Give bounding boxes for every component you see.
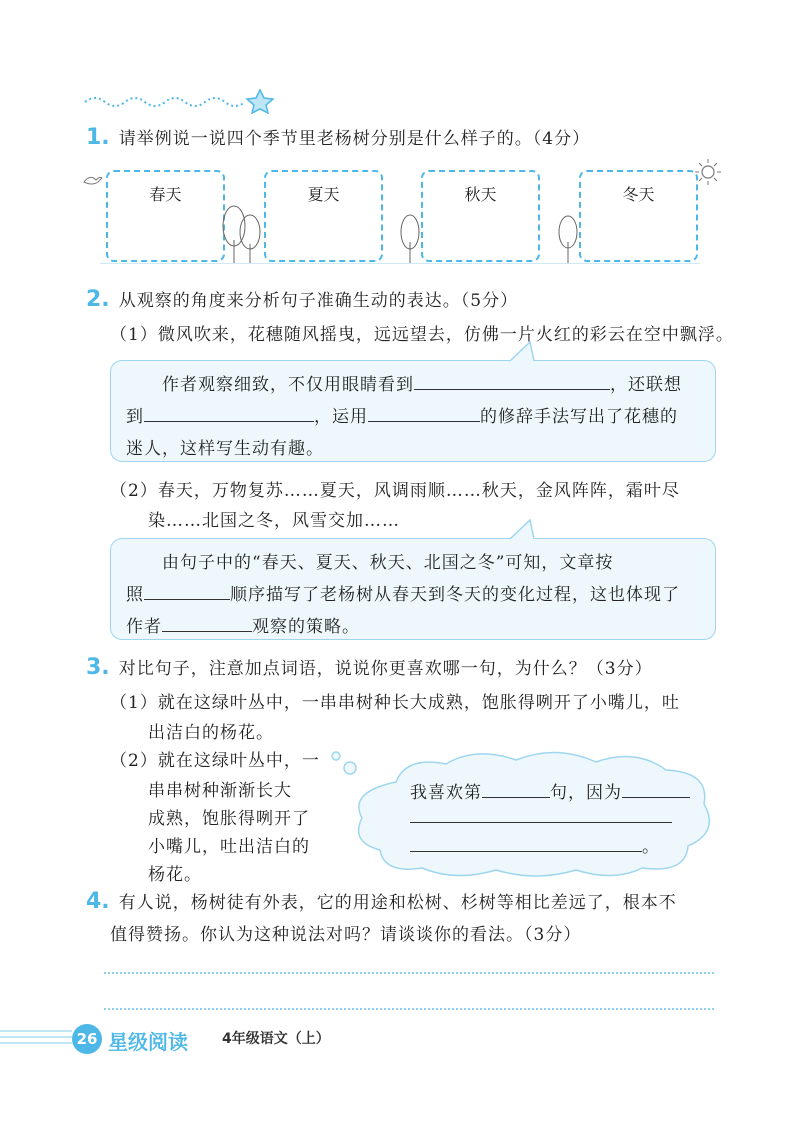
brand-logo: 星级阅读 <box>108 1030 188 1054</box>
q3-sub2-text: 成熟，饱胀得咧开了 <box>148 809 310 829</box>
q2-sub1-text: （1）微风吹来，花穗随风摇曳，远远望去，仿佛一片火红的彩云在空中飘浮。 <box>110 325 734 345</box>
question-number: 4. <box>86 889 110 914</box>
answer-line: 照 顺序描写了老杨树从春天到冬天的变化过程，这也体现了 <box>126 585 680 605</box>
star-icon <box>247 90 273 113</box>
question-3 <box>86 654 653 680</box>
season-box-spring[interactable] <box>106 170 225 262</box>
fill-blank[interactable] <box>622 781 690 798</box>
answer-writing-line[interactable] <box>104 1008 714 1010</box>
footer-rule <box>0 1042 72 1044</box>
answer-line: 到 ，运用 的修辞手法写出了花穗的 <box>126 407 678 427</box>
q3-sub2-text: 杨花。 <box>148 865 202 885</box>
grade-label: 4年级语文（上） <box>222 1031 330 1047</box>
question-2 <box>86 286 518 312</box>
q3-sub2-text: 小嘴儿，吐出洁白的 <box>148 837 310 857</box>
question-1 <box>86 124 590 150</box>
question-text: 值得赞扬。你认为这种说法对吗？请谈谈你的看法。（3分） <box>110 925 582 945</box>
cloud-answer-line: 。 <box>410 832 660 857</box>
header-dotted-wave <box>80 84 280 114</box>
footer-rule <box>0 1036 72 1038</box>
fill-blank[interactable] <box>368 405 480 422</box>
ground-line <box>100 263 700 264</box>
fill-blank[interactable] <box>414 373 610 390</box>
cloud-answer-line: 我喜欢第 句，因为 <box>410 778 690 803</box>
fill-blank[interactable] <box>410 835 642 852</box>
fill-blank[interactable] <box>162 615 252 632</box>
season-box-autumn[interactable] <box>421 170 540 262</box>
question-4 <box>86 888 677 914</box>
season-label: 夏天 <box>307 185 340 204</box>
season-box-summer[interactable] <box>264 170 383 262</box>
fill-blank[interactable] <box>144 405 314 422</box>
tree-icon <box>556 214 580 266</box>
fill-blank[interactable] <box>482 781 550 798</box>
tree-icon <box>398 212 422 266</box>
q2-sub2-text: 染……北国之冬，风雪交加…… <box>148 511 400 531</box>
question-text: 请举例说一说四个季节里老杨树分别是什么样子的。（4分） <box>118 129 591 149</box>
bird-icon <box>82 170 104 190</box>
bubble-tail <box>508 518 538 540</box>
season-label: 秋天 <box>464 185 497 204</box>
question-number: 2. <box>86 287 110 312</box>
q3-sub2-text: 串串树种渐渐长大 <box>148 781 292 801</box>
bubble-tail <box>508 340 538 362</box>
question-text: 有人说，杨树徒有外表，它的用途和松树、杉树等相比差远了，根本不 <box>118 893 677 913</box>
question-text: 对比句子，注意加点词语，说说你更喜欢哪一句，为什么？（3分） <box>118 659 653 679</box>
question-number: 3. <box>86 655 110 680</box>
season-label: 春天 <box>149 185 182 204</box>
question-number: 1. <box>86 125 110 150</box>
page-number: 26 <box>72 1024 102 1054</box>
answer-line: 由句子中的“春天、夏天、秋天、北国之冬”可知，文章按 <box>162 553 614 573</box>
q2-sub2-text: （2）春天，万物复苏……夏天，风调雨顺……秋天，金风阵阵，霜叶尽 <box>110 481 680 501</box>
fill-blank[interactable] <box>144 583 230 600</box>
question-text: 从观察的角度来分析句子准确生动的表达。（5分） <box>118 291 519 311</box>
answer-line: 作者 观察的策略。 <box>126 617 360 637</box>
footer-rule <box>0 1030 72 1032</box>
thought-cloud <box>326 742 722 882</box>
q3-sub1-text: 出洁白的杨花。 <box>148 723 274 743</box>
answer-line: 迷人，这样写生动有趣。 <box>126 439 324 459</box>
sun-icon <box>694 158 722 186</box>
answer-line: 作者观察细致，不仅用眼睛看到 ，还联想 <box>162 375 682 395</box>
q3-sub1-text: （1）就在这绿叶丛中，一串串树种长大成熟，饱胀得咧开了小嘴儿，吐 <box>110 693 680 713</box>
answer-writing-line[interactable] <box>104 972 714 974</box>
fill-blank[interactable] <box>410 822 672 823</box>
season-box-winter[interactable] <box>579 170 698 262</box>
q3-sub2-text: （2）就在这绿叶丛中，一 <box>110 751 320 771</box>
season-label: 冬天 <box>622 185 655 204</box>
tree-icon <box>218 200 266 266</box>
